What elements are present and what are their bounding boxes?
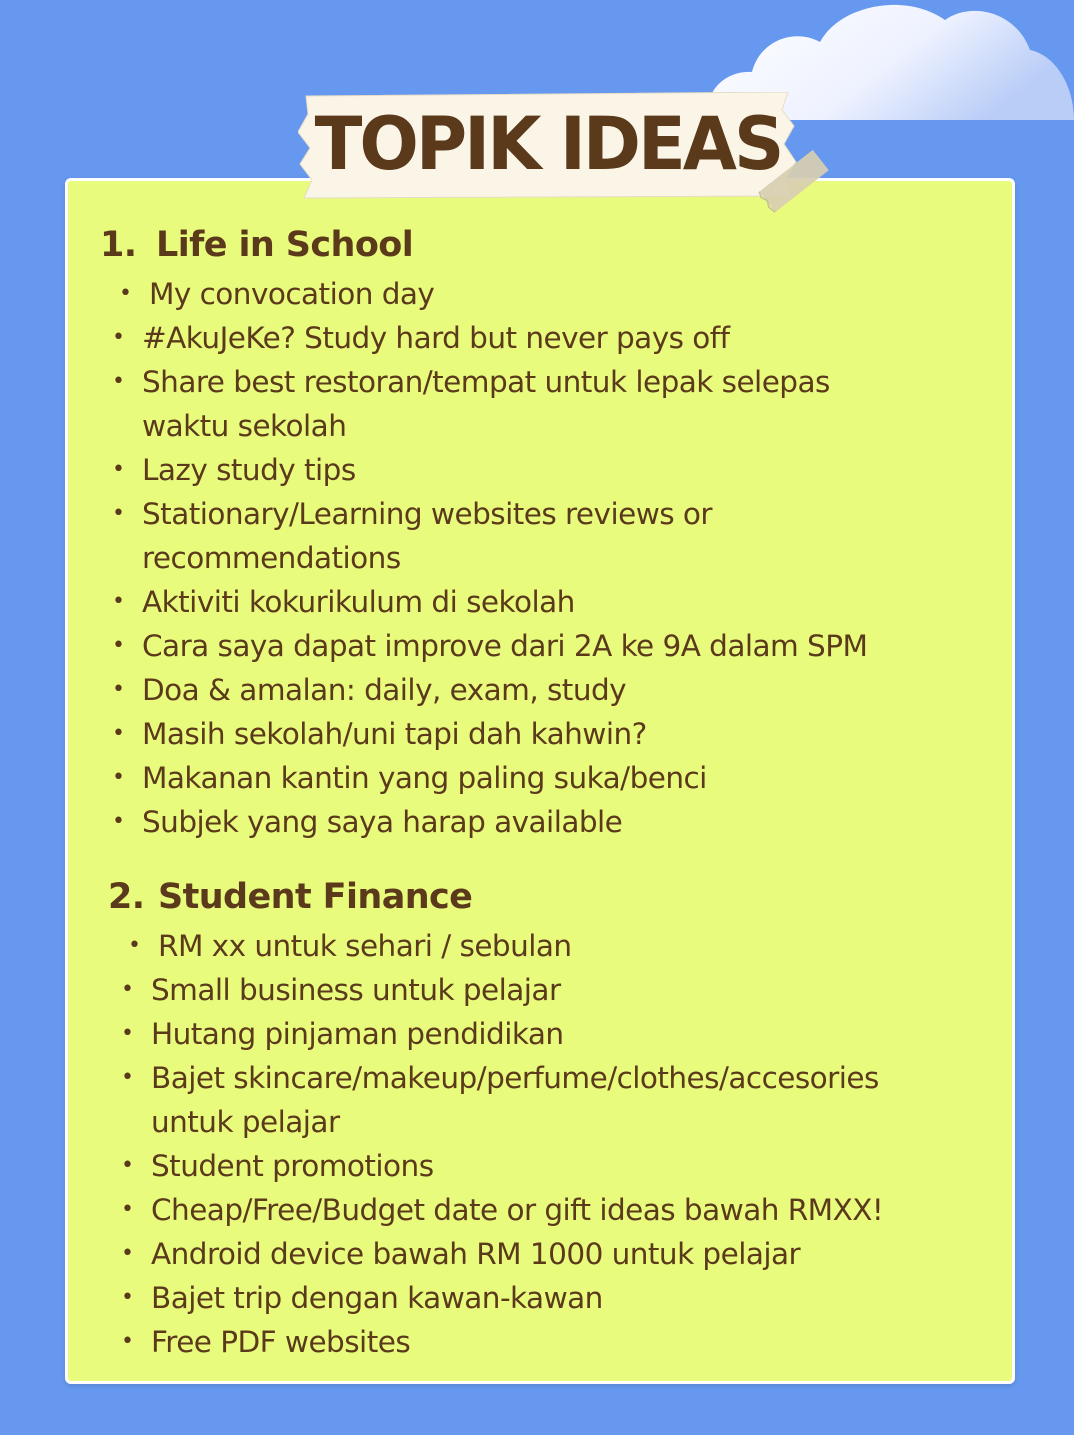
list-item: • My convocation day: [119, 277, 435, 311]
page-title: TOPIK IDEAS: [314, 100, 782, 188]
list-item: • Share best restoran/tempat untuk lepak selepas: [112, 365, 830, 399]
list-item-continuation: recommendations: [142, 541, 401, 575]
list-item: • Small business untuk pelajar: [121, 973, 561, 1007]
section-2-number: 2.: [108, 877, 145, 917]
section-2-heading: [108, 877, 472, 917]
list-item: • Stationary/Learning websites reviews or: [112, 497, 712, 531]
list-item: • Aktiviti kokurikulum di sekolah: [112, 585, 575, 619]
list-item: • Masih sekolah/uni tapi dah kahwin?: [112, 717, 647, 751]
list-item: • Subjek yang saya harap available: [112, 805, 623, 839]
list-item-continuation: waktu sekolah: [142, 409, 347, 443]
section-1-heading: [100, 225, 413, 265]
list-item: • Doa & amalan: daily, exam, study: [112, 673, 627, 707]
list-item: • RM xx untuk sehari / sebulan: [128, 929, 572, 963]
section-2-title: Student Finance: [158, 877, 473, 917]
section-1-title: Life in School: [156, 225, 414, 265]
tape-decoration: [756, 148, 832, 214]
list-item: • Android device bawah RM 1000 untuk pelajar: [121, 1237, 801, 1271]
list-item: • Lazy study tips: [112, 453, 356, 487]
list-item: • Student promotions: [121, 1149, 434, 1183]
list-item: • #AkuJeKe? Study hard but never pays off: [112, 321, 730, 355]
list-item: • Bajet trip dengan kawan-kawan: [121, 1281, 603, 1315]
section-1-number: 1.: [100, 225, 137, 265]
title-banner: [298, 92, 798, 200]
list-item-continuation: untuk pelajar: [151, 1105, 340, 1139]
list-item: • Cara saya dapat improve dari 2A ke 9A dalam SPM: [112, 629, 868, 663]
section-2-list: [121, 924, 884, 1364]
list-item: • Free PDF websites: [121, 1325, 411, 1359]
list-item: • Hutang pinjaman pendidikan: [121, 1017, 564, 1051]
section-1-list: [112, 272, 868, 844]
list-item: • Bajet skincare/makeup/perfume/clothes/accesories: [121, 1061, 879, 1095]
list-item: • Makanan kantin yang paling suka/benci: [112, 761, 707, 795]
list-item: • Cheap/Free/Budget date or gift ideas bawah RMXX!: [121, 1193, 884, 1227]
